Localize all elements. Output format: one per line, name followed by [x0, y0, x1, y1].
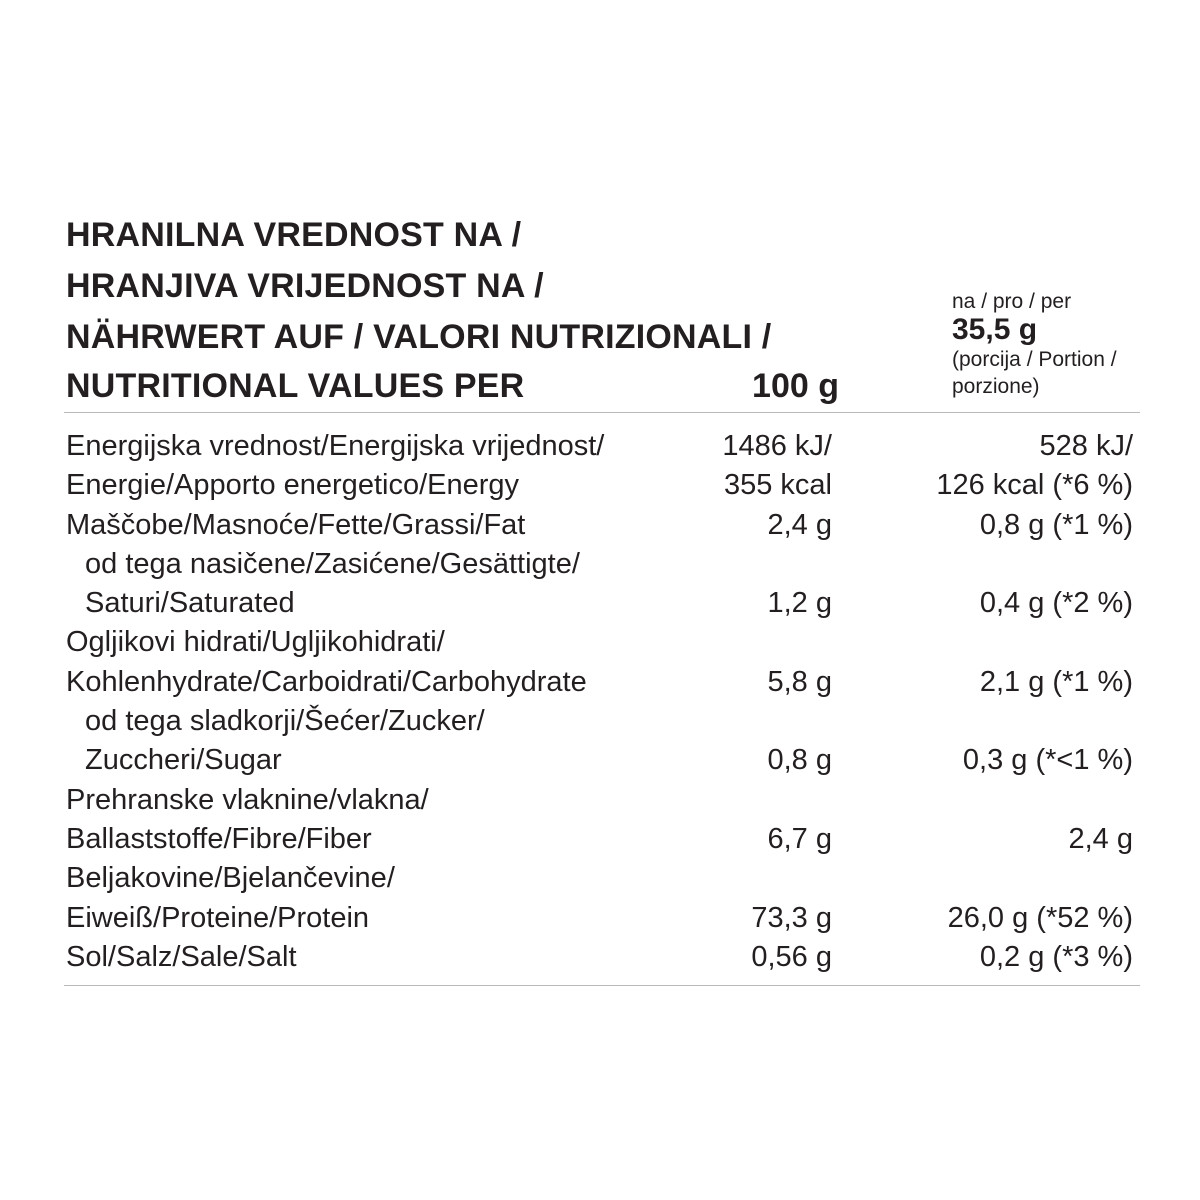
table-row	[64, 584, 1140, 623]
nutrient-label: Maščobe/Masnoće/Fette/Grassi/Fat	[66, 508, 526, 541]
nutrient-label: Zuccheri/Sugar	[85, 744, 282, 777]
table-row	[64, 623, 1140, 662]
value-per-100: 73,3 g	[751, 901, 832, 934]
nutrient-label: Kohlenhydrate/Carboidrati/Carbohydrate	[66, 665, 587, 698]
value-per-portion: 126 kcal (*6 %)	[936, 469, 1133, 502]
nutrient-label: Eiweiß/Proteine/Protein	[66, 901, 370, 934]
table-bottom-divider	[64, 985, 1140, 986]
value-per-100: 0,56 g	[751, 940, 832, 973]
table-row	[64, 741, 1140, 780]
value-per-100: 355 kcal	[723, 469, 832, 502]
value-per-portion: 0,2 g (*3 %)	[979, 940, 1133, 973]
header-divider	[64, 412, 1140, 413]
portion-header	[952, 290, 1152, 400]
value-per-100: 6,7 g	[767, 822, 832, 855]
title-line-1: HRANILNA VREDNOST NA /	[66, 216, 522, 254]
title-line-4: NUTRITIONAL VALUES PER	[66, 367, 525, 405]
title-line-2: HRANJIVA VRIJEDNOST NA /	[66, 267, 544, 305]
table-row	[64, 506, 1140, 545]
value-per-100: 1486 kJ/	[722, 430, 832, 462]
nutrient-label: Energie/Apporto energetico/Energy	[66, 469, 520, 502]
portion-note: (porcija / Portion / porzione)	[952, 348, 1117, 398]
nutrient-label: Prehranske vlaknine/vlakna/	[66, 783, 429, 816]
nutrient-label: od tega sladkorji/Šećer/Zucker/	[85, 705, 485, 738]
table-row	[64, 899, 1140, 938]
nutrient-rows	[64, 427, 1140, 977]
table-row	[64, 545, 1140, 584]
portion-per-label: na / pro / per	[952, 290, 1072, 313]
nutrient-label: Energijska vrednost/Energijska vrijednost/	[66, 430, 605, 462]
value-per-portion: 0,8 g (*1 %)	[979, 508, 1133, 541]
value-per-100: 0,8 g	[767, 744, 832, 777]
table-row	[64, 663, 1140, 702]
nutrient-label: Ballaststoffe/Fibre/Fiber	[66, 822, 372, 855]
table-row	[64, 859, 1140, 898]
value-per-portion: 0,3 g (*<1 %)	[962, 744, 1133, 777]
nutrition-table	[64, 205, 1140, 973]
value-per-portion: 0,4 g (*2 %)	[979, 587, 1133, 620]
nutrient-label: od tega nasičene/Zasićene/Gesättigte/	[85, 547, 580, 580]
value-per-100: 5,8 g	[767, 665, 832, 698]
table-row	[64, 938, 1140, 977]
table-header	[64, 205, 1140, 412]
value-per-portion: 26,0 g (*52 %)	[947, 901, 1133, 934]
value-per-portion: 528 kJ/	[1039, 430, 1133, 462]
per-100-header: 100 g	[752, 367, 839, 405]
value-per-portion: 2,1 g (*1 %)	[979, 665, 1133, 698]
nutrient-label: Ogljikovi hidrati/Ugljikohidrati/	[66, 626, 445, 659]
title-line-3: NÄHRWERT AUF / VALORI NUTRIZIONALI /	[66, 318, 772, 356]
table-row	[64, 466, 1140, 505]
table-row	[64, 820, 1140, 859]
nutrient-label: Sol/Salz/Sale/Salt	[66, 940, 297, 973]
value-per-100: 2,4 g	[767, 508, 832, 541]
portion-amount: 35,5 g	[952, 313, 1038, 346]
value-per-portion: 2,4 g	[1068, 822, 1133, 855]
nutrient-label: Beljakovine/Bjelančevine/	[66, 862, 395, 895]
table-row	[64, 702, 1140, 741]
table-row	[64, 781, 1140, 820]
table-row	[64, 427, 1140, 466]
nutrient-label: Saturi/Saturated	[85, 587, 295, 620]
value-per-100: 1,2 g	[767, 587, 832, 620]
